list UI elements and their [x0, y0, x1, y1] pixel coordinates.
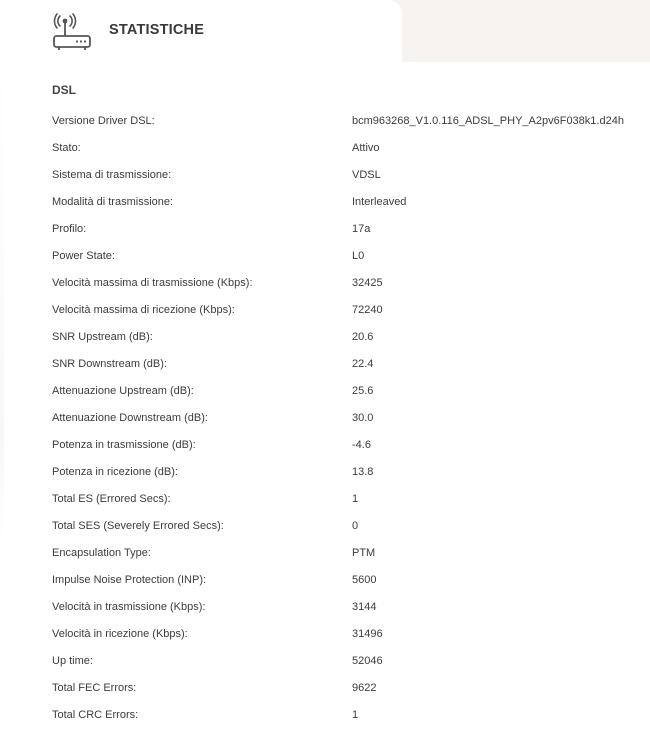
stat-value: 25.6 [352, 385, 374, 397]
stat-label: Modalità di trasmissione: [52, 196, 174, 208]
stat-value: 0 [352, 520, 359, 532]
stat-value: 1 [352, 709, 359, 721]
stat-row [0, 593, 650, 620]
stat-row [0, 458, 650, 485]
statistics-tab [0, 0, 402, 70]
stat-label: Attenuazione Upstream (dB): [52, 385, 194, 397]
router-icon [50, 12, 94, 52]
stat-row [0, 215, 650, 242]
stat-label: Total FEC Errors: [52, 682, 137, 694]
stat-label: Total ES (Errored Secs): [52, 493, 171, 505]
stat-label: Impulse Noise Protection (INP): [52, 574, 207, 586]
stat-row [0, 296, 650, 323]
stat-value: Interleaved [352, 196, 407, 208]
stat-row [0, 512, 650, 539]
stat-value: -4.6 [352, 439, 371, 451]
stat-label: Sistema di trasmissione: [52, 169, 172, 181]
stat-value: 5600 [352, 574, 377, 586]
stat-row [0, 674, 650, 701]
stat-label: Total SES (Severely Errored Secs): [52, 520, 224, 532]
stat-label: Attenuazione Downstream (dB): [52, 412, 208, 424]
stat-row [0, 620, 650, 647]
stat-value: bcm963268_V1.0.116_ADSL_PHY_A2pv6F038k1.d24h [352, 115, 624, 127]
stat-row [0, 566, 650, 593]
stat-row [0, 647, 650, 674]
stat-value: 31496 [352, 628, 383, 640]
stat-value: 32425 [352, 277, 383, 289]
stat-value: 22.4 [352, 358, 374, 370]
stat-row [0, 134, 650, 161]
stat-label: Velocità in ricezione (Kbps): [52, 628, 188, 640]
stat-value: 9622 [352, 682, 377, 694]
stat-label: Encapsulation Type: [52, 547, 151, 559]
stat-label: Up time: [52, 655, 93, 667]
section-title-dsl: DSL [52, 83, 76, 97]
stat-label: Profilo: [52, 223, 87, 235]
stat-label: Velocità massima di ricezione (Kbps): [52, 304, 235, 316]
stat-label: Versione Driver DSL: [52, 115, 155, 127]
stat-row [0, 350, 650, 377]
stat-value: 72240 [352, 304, 383, 316]
stat-label: Potenza in ricezione (dB): [52, 466, 178, 478]
stat-row [0, 161, 650, 188]
stat-label: SNR Upstream (dB): [52, 331, 153, 343]
stat-value: 30.0 [352, 412, 374, 424]
stat-value: 1 [352, 493, 359, 505]
stat-label: Power State: [52, 250, 115, 262]
stat-row [0, 404, 650, 431]
stat-row [0, 188, 650, 215]
stat-row [0, 485, 650, 512]
stat-row [0, 431, 650, 458]
stat-label: SNR Downstream (dB): [52, 358, 167, 370]
stat-row [0, 269, 650, 296]
stats-list [0, 107, 650, 728]
stat-value: 52046 [352, 655, 383, 667]
page-title: STATISTICHE [109, 22, 205, 38]
stat-label: Velocità in trasmissione (Kbps): [52, 601, 206, 613]
stat-row [0, 377, 650, 404]
stat-row [0, 701, 650, 728]
stat-value: 20.6 [352, 331, 374, 343]
stat-label: Total CRC Errors: [52, 709, 139, 721]
stat-label: Potenza in trasmissione (dB): [52, 439, 196, 451]
stat-value: 13.8 [352, 466, 374, 478]
stat-value: VDSL [352, 169, 381, 181]
stat-value: Attivo [352, 142, 380, 154]
stat-value: PTM [352, 547, 376, 559]
stat-row [0, 539, 650, 566]
stat-value: L0 [352, 250, 365, 262]
stat-value: 3144 [352, 601, 377, 613]
stat-row [0, 242, 650, 269]
stat-label: Stato: [52, 142, 81, 154]
stat-value: 17a [352, 223, 371, 235]
stat-row [0, 107, 650, 134]
stat-label: Velocità massima di trasmissione (Kbps): [52, 277, 253, 289]
stat-row [0, 323, 650, 350]
